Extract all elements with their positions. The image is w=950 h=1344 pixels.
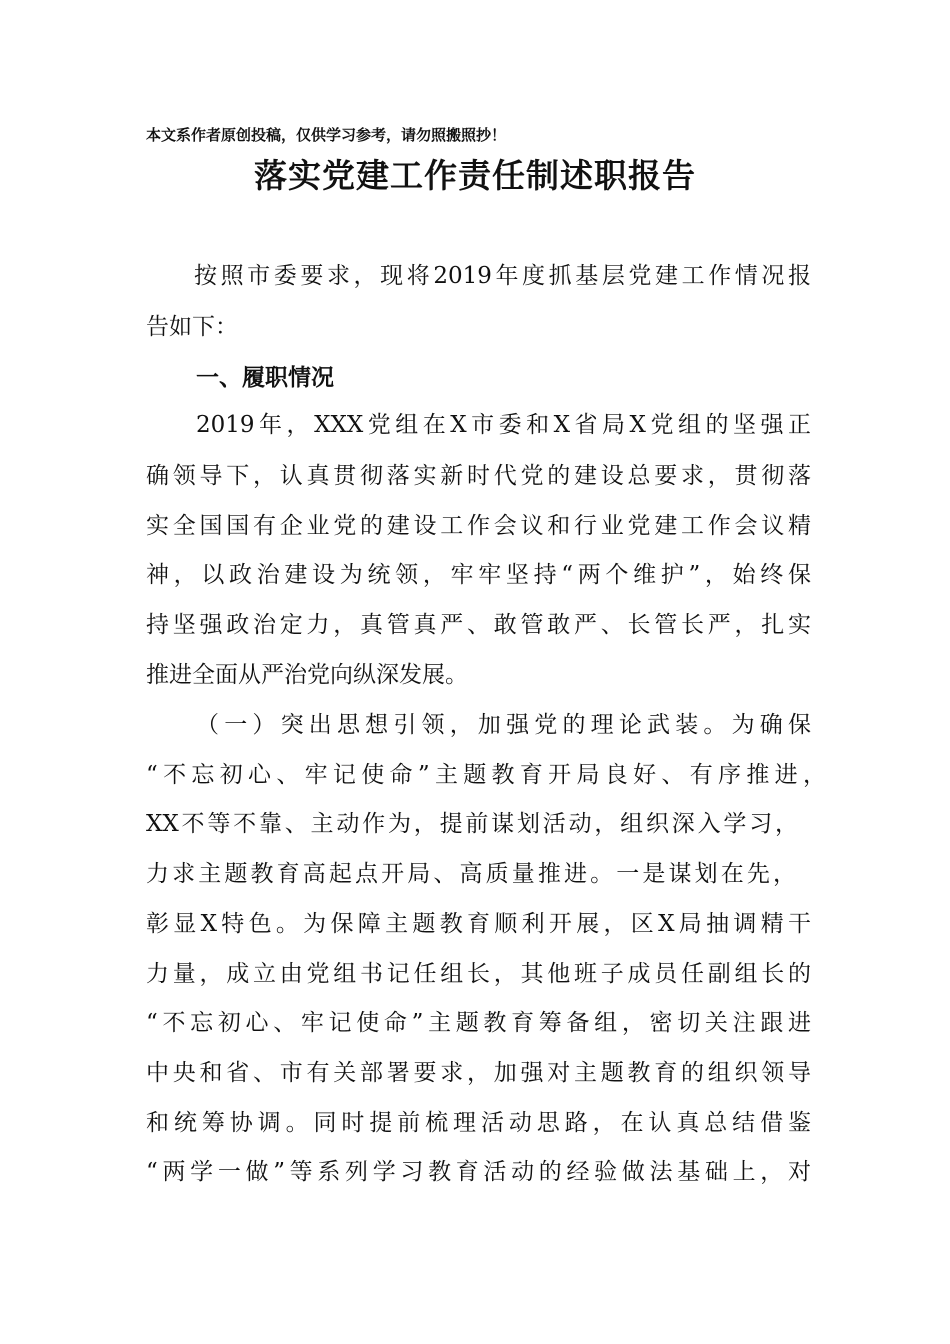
paragraph-line: 2019年，XXX党组在X市委和X省局X党组的坚强正 xyxy=(196,412,811,438)
paragraph-line: 和统筹协调。同时提前梳理活动思路，在认真总结借鉴 xyxy=(146,1110,811,1136)
paragraph-line: 确领导下，认真贯彻落实新时代党的建设总要求，贯彻落 xyxy=(146,463,811,489)
section-heading: 一、履职情况 xyxy=(196,365,334,391)
paragraph-line: 中央和省、市有关部署要求，加强对主题教育的组织领导 xyxy=(146,1060,811,1086)
paragraph-line: 力求主题教育高起点开局、高质量推进。一是谋划在先， xyxy=(146,861,796,887)
paragraph-line: “不忘初心、牢记使命”主题教育开局良好、有序推进， xyxy=(146,762,826,788)
paragraph-line: “两学一做”等系列学习教育活动的经验做法基础上，对 xyxy=(146,1159,811,1185)
paragraph-line: （一）突出思想引领，加强党的理论武装。为确保 xyxy=(196,712,811,738)
copyright-notice: 本文系作者原创投稿，仅供学习参考，请勿照搬照抄！ xyxy=(146,126,507,144)
paragraph-line: 实全国国有企业党的建设工作会议和行业党建工作会议精 xyxy=(146,513,811,539)
paragraph-line: XX不等不靠、主动作为，提前谋划活动，组织深入学习， xyxy=(146,811,798,837)
intro-line: 按照市委要求，现将2019年度抓基层党建工作情况报 xyxy=(194,263,811,289)
intro-line: 告如下： xyxy=(146,314,238,340)
paragraph-line: 持坚强政治定力，真管真严、敢管敢严、长管长严，扎实 xyxy=(146,612,811,638)
document-title: 落实党建工作责任制述职报告 xyxy=(254,156,696,195)
paragraph-line: 彰显X特色。为保障主题教育顺利开展，区X局抽调精干 xyxy=(146,911,811,937)
paragraph-line: “不忘初心、牢记使命”主题教育筹备组，密切关注跟进 xyxy=(146,1010,811,1036)
paragraph-line: 神，以政治建设为统领，牢牢坚持“两个维护”，始终保 xyxy=(146,562,811,588)
paragraph-line: 推进全面从严治党向纵深发展。 xyxy=(146,662,468,688)
paragraph-line: 力量，成立由党组书记任组长，其他班子成员任副组长的 xyxy=(146,961,811,987)
